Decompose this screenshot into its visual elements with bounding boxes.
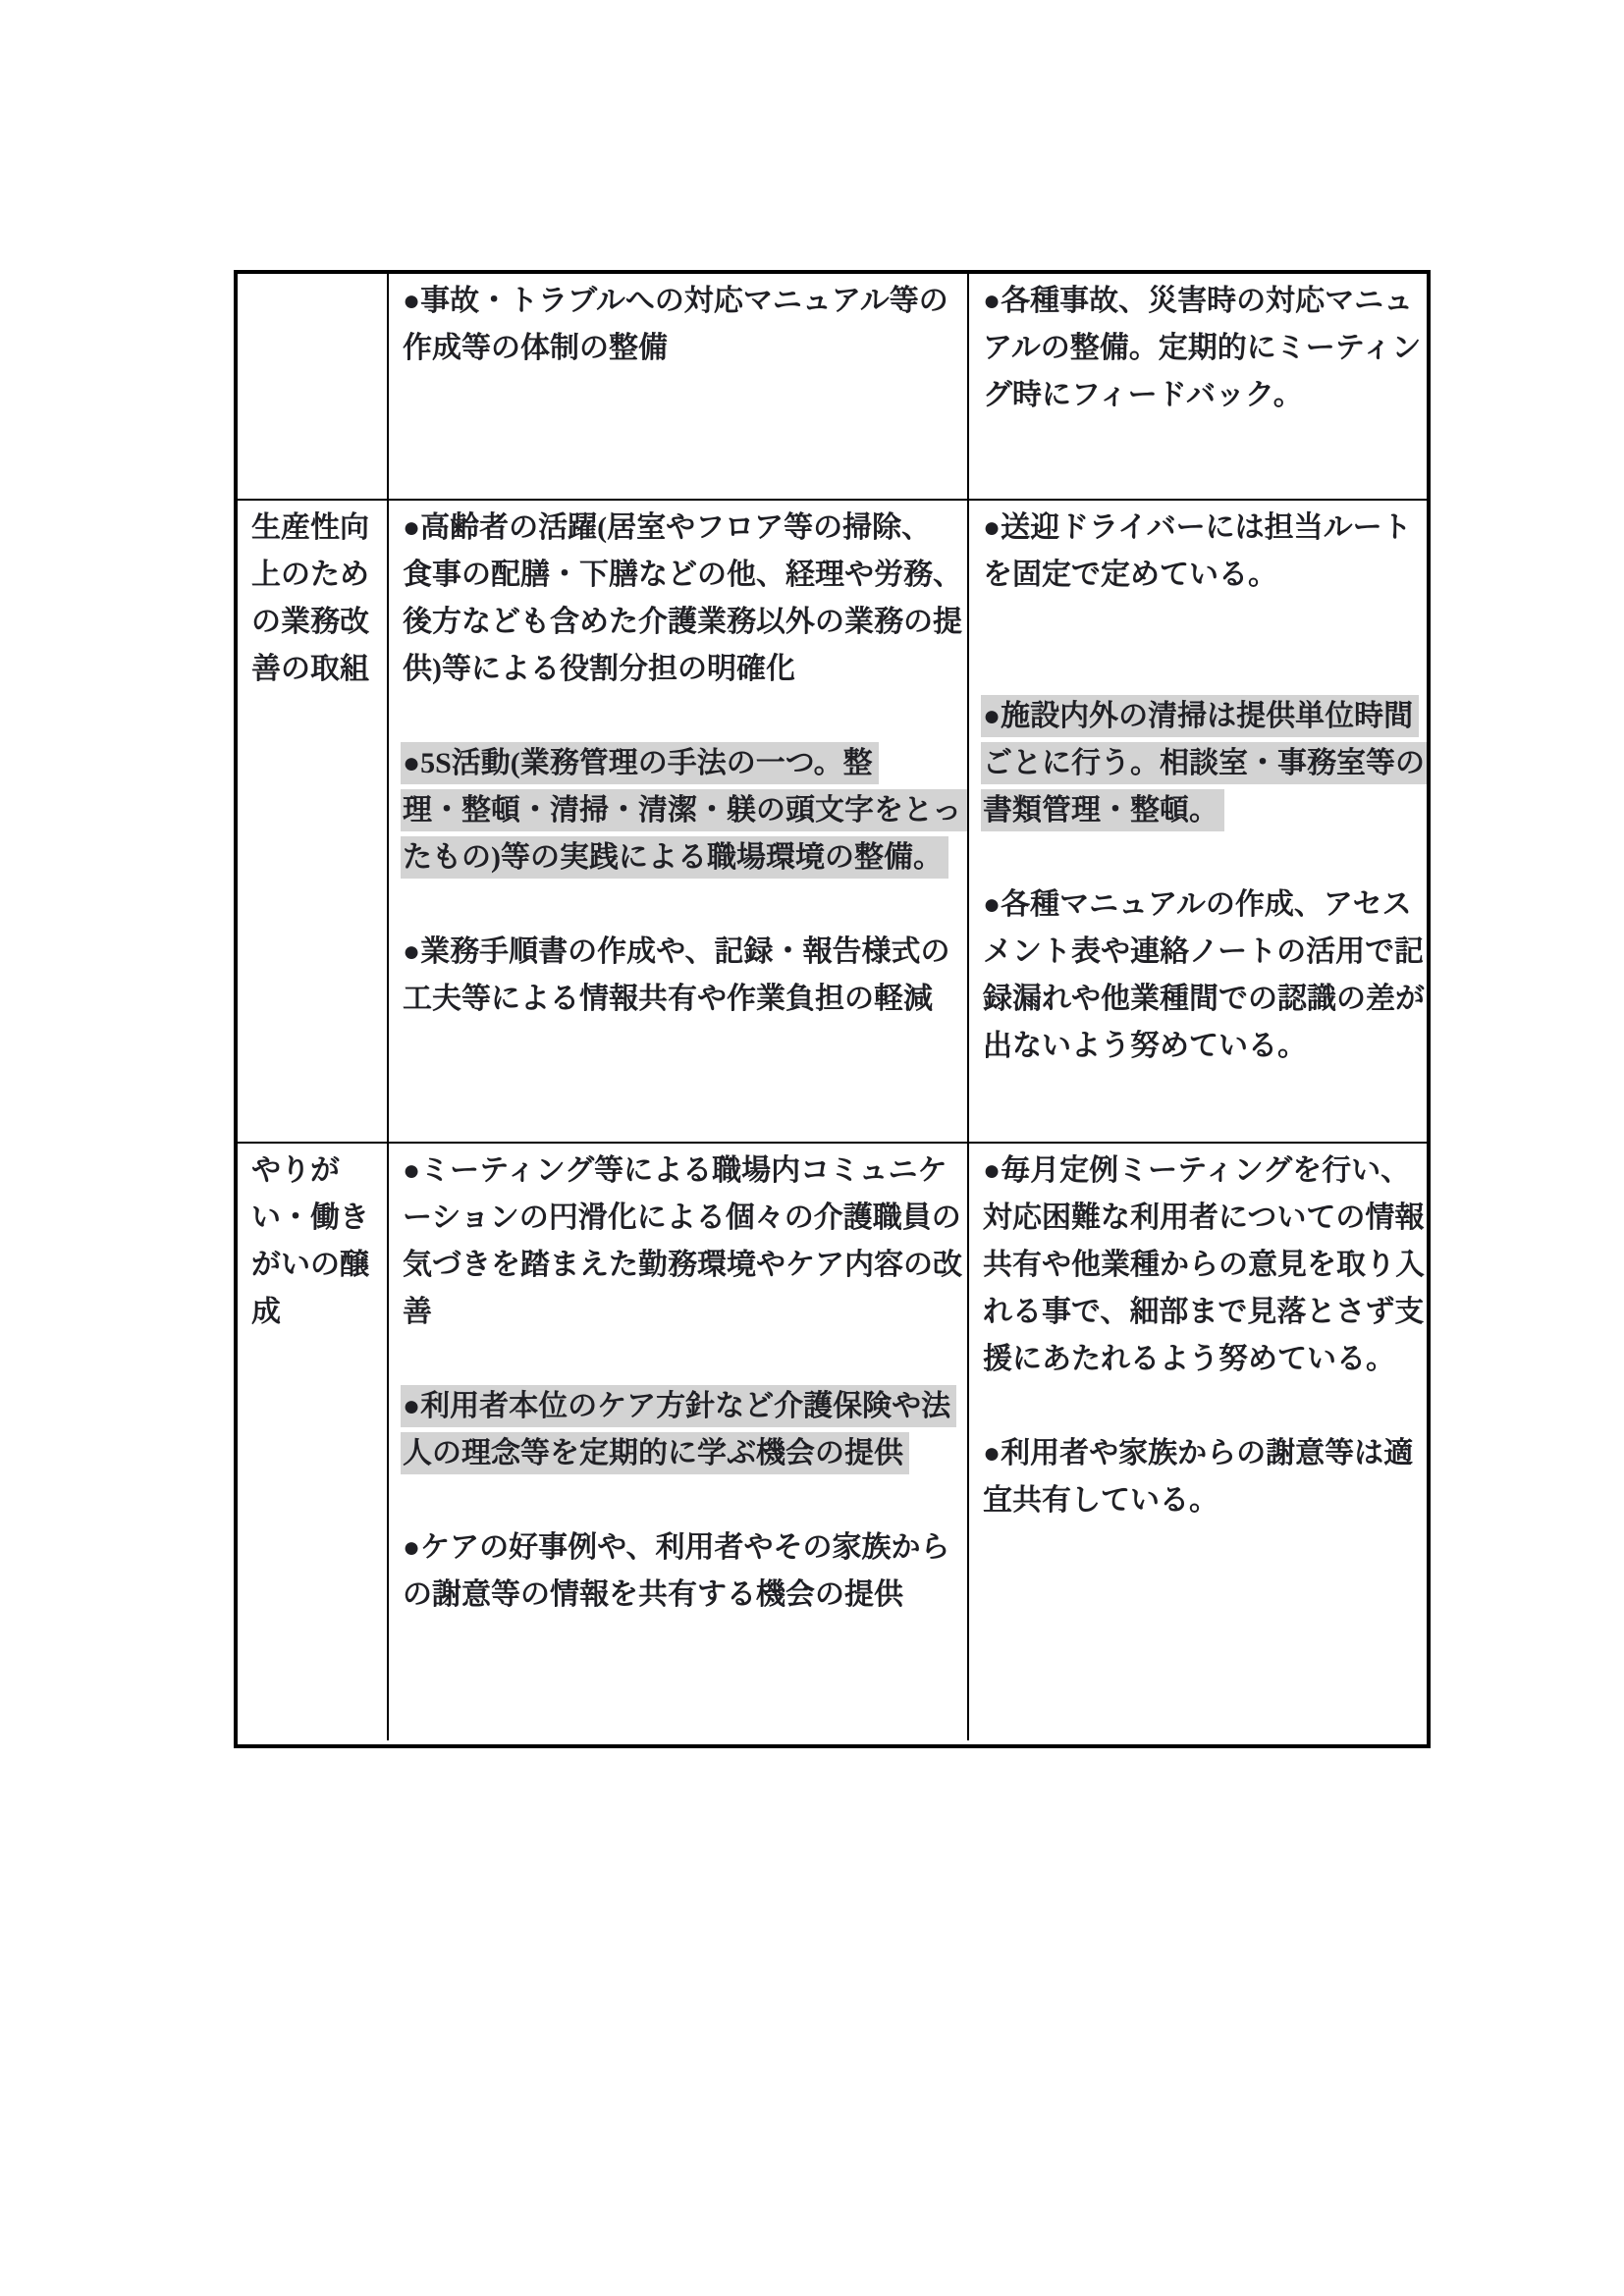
category-line [249,646,379,693]
body-text: ーションの円滑化による個々の介護職員の [403,1201,961,1234]
bullet-paragraph [401,740,962,881]
text-line [401,278,959,325]
text-line [981,1242,1425,1289]
bullet-paragraph [981,693,1425,834]
text-line [401,1524,959,1572]
body-text: ●事故・トラブルへの対応マニュアル等の [403,285,948,317]
body-text: 善 [403,1296,432,1328]
body-text: の謝意等の情報を共有する機会の提供 [403,1578,903,1611]
text-line [981,278,1419,325]
text-line [401,787,962,834]
text-line [401,1383,959,1430]
category-text: 善の取組 [251,653,369,685]
text-line [401,740,959,787]
highlighted-text: ごとに行う。相談室・事務室等の [981,742,1427,784]
bullet-paragraph [981,881,1425,1070]
text-line [981,1148,1419,1195]
body-text: 録漏れや他業種間での認識の差が [983,983,1425,1015]
category-line [249,1242,379,1289]
facility-practice-cell [967,501,1427,1142]
bullet-paragraph [981,1430,1419,1524]
text-line [401,834,959,881]
category-line [249,599,379,646]
bullet-paragraph [981,1148,1425,1383]
text-line [981,552,1419,599]
text-line [981,1289,1425,1336]
body-text: 援にあたれるよう努めている。 [983,1343,1395,1375]
category-cell [238,501,387,1142]
category-line [249,1148,379,1195]
category-text: 成 [251,1296,281,1328]
body-text: アルの整備。定期的にミーティン [983,332,1422,364]
body-text: 作成等の体制の整備 [403,332,668,364]
text-line [401,1430,959,1477]
table-row [238,499,1427,1142]
highlighted-text: 理・整頓・清掃・清潔・躾の頭文字をとっ [401,789,967,831]
body-text: ●高齢者の活躍(居室やフロア等の掃除、 [403,511,932,544]
category-line [249,505,379,552]
table-row [238,1142,1427,1740]
highlighted-text: 人の理念等を定期的に学ぶ機会の提供 [401,1432,909,1474]
initiative-examples-cell [387,501,967,1142]
body-text: 食事の配膳・下膳などの他、経理や労務、 [403,559,962,591]
body-text: ●送迎ドライバーには担当ルート [983,511,1412,544]
text-line [401,552,962,599]
body-text: ●各種マニュアルの作成、アセス [983,888,1412,921]
body-text: メント表や連絡ノートの活用で記 [983,935,1425,968]
initiatives-table [234,270,1431,1748]
text-line [401,1195,959,1242]
facility-practice-cell [967,1144,1427,1740]
category-line [249,552,379,599]
body-text: 宜共有している。 [983,1484,1218,1517]
body-text: 供)等による役割分担の明確化 [403,653,795,685]
text-line [401,599,962,646]
category-text: 上のため [251,559,369,591]
category-line [249,1289,379,1336]
body-text: ●利用者や家族からの謝意等は適 [983,1437,1414,1469]
body-text: ●ケアの好事例や、利用者やその家族から [403,1531,950,1564]
body-text: グ時にフィードバック。 [983,379,1303,411]
highlighted-text: ●利用者本位のケア方針など介護保険や法 [401,1385,956,1427]
body-text: 後方なども含めた介護業務以外の業務の提 [403,606,962,638]
text-line [981,1195,1425,1242]
body-text: ●毎月定例ミーティングを行い、 [983,1154,1411,1187]
text-line [401,976,959,1023]
category-text: い・働き [251,1201,369,1234]
text-line [981,693,1419,740]
bullet-paragraph [981,278,1422,419]
body-text: を固定で定めている。 [983,559,1277,591]
body-text: 気づきを踏まえた勤務環境やケア内容の改 [403,1249,962,1281]
category-text: がいの醸 [251,1249,369,1281]
text-line [981,787,1419,834]
text-line [401,1572,959,1619]
text-line [981,740,1425,787]
text-line [981,325,1422,372]
body-text: 工夫等による情報共有や作業負担の軽減 [403,983,933,1015]
category-line [249,1195,379,1242]
text-line [981,1477,1419,1524]
text-line [981,505,1419,552]
category-cell [238,274,387,499]
category-cell [238,1144,387,1740]
initiative-examples-cell [387,274,967,499]
text-line [981,929,1425,976]
text-line [981,372,1419,419]
body-text: 共有や他業種からの意見を取り入 [983,1249,1425,1281]
bullet-paragraph [981,505,1419,599]
facility-practice-cell [967,274,1427,499]
text-line [981,976,1425,1023]
body-text: ●各種事故、災害時の対応マニュ [983,285,1414,317]
highlighted-text: ●5S活動(業務管理の手法の一つ。整 [401,742,879,784]
text-line [981,1023,1419,1070]
text-line [401,646,959,693]
bullet-paragraph [401,505,962,693]
table-row [238,274,1427,499]
bullet-paragraph [401,278,959,372]
text-line [981,881,1419,929]
body-text: れる事で、細部まで見落とさず支 [983,1296,1425,1328]
text-line [401,505,959,552]
text-line [401,1148,959,1195]
text-line [401,325,959,372]
category-text: やりが [251,1154,340,1187]
text-line [981,1336,1419,1383]
category-text: 生産性向 [251,511,369,544]
initiative-examples-cell [387,1144,967,1740]
bullet-paragraph [401,929,959,1023]
highlighted-text: ●施設内外の清掃は提供単位時間 [981,695,1419,737]
text-line [401,929,959,976]
category-text: の業務改 [251,606,369,638]
body-text: ●ミーティング等による職場内コミュニケ [403,1154,947,1187]
bullet-paragraph [401,1524,959,1619]
body-text: 対応困難な利用者についての情報 [983,1201,1425,1234]
highlighted-text: たもの)等の実践による職場環境の整備。 [401,836,948,879]
highlighted-text: 書類管理・整頓。 [981,789,1224,831]
bullet-paragraph [401,1148,962,1336]
text-line [401,1289,959,1336]
body-text: 出ないよう努めている。 [983,1030,1307,1062]
bullet-paragraph [401,1383,959,1477]
body-text: ●業務手順書の作成や、記録・報告様式の [403,935,950,968]
text-line [981,1430,1419,1477]
text-line [401,1242,962,1289]
